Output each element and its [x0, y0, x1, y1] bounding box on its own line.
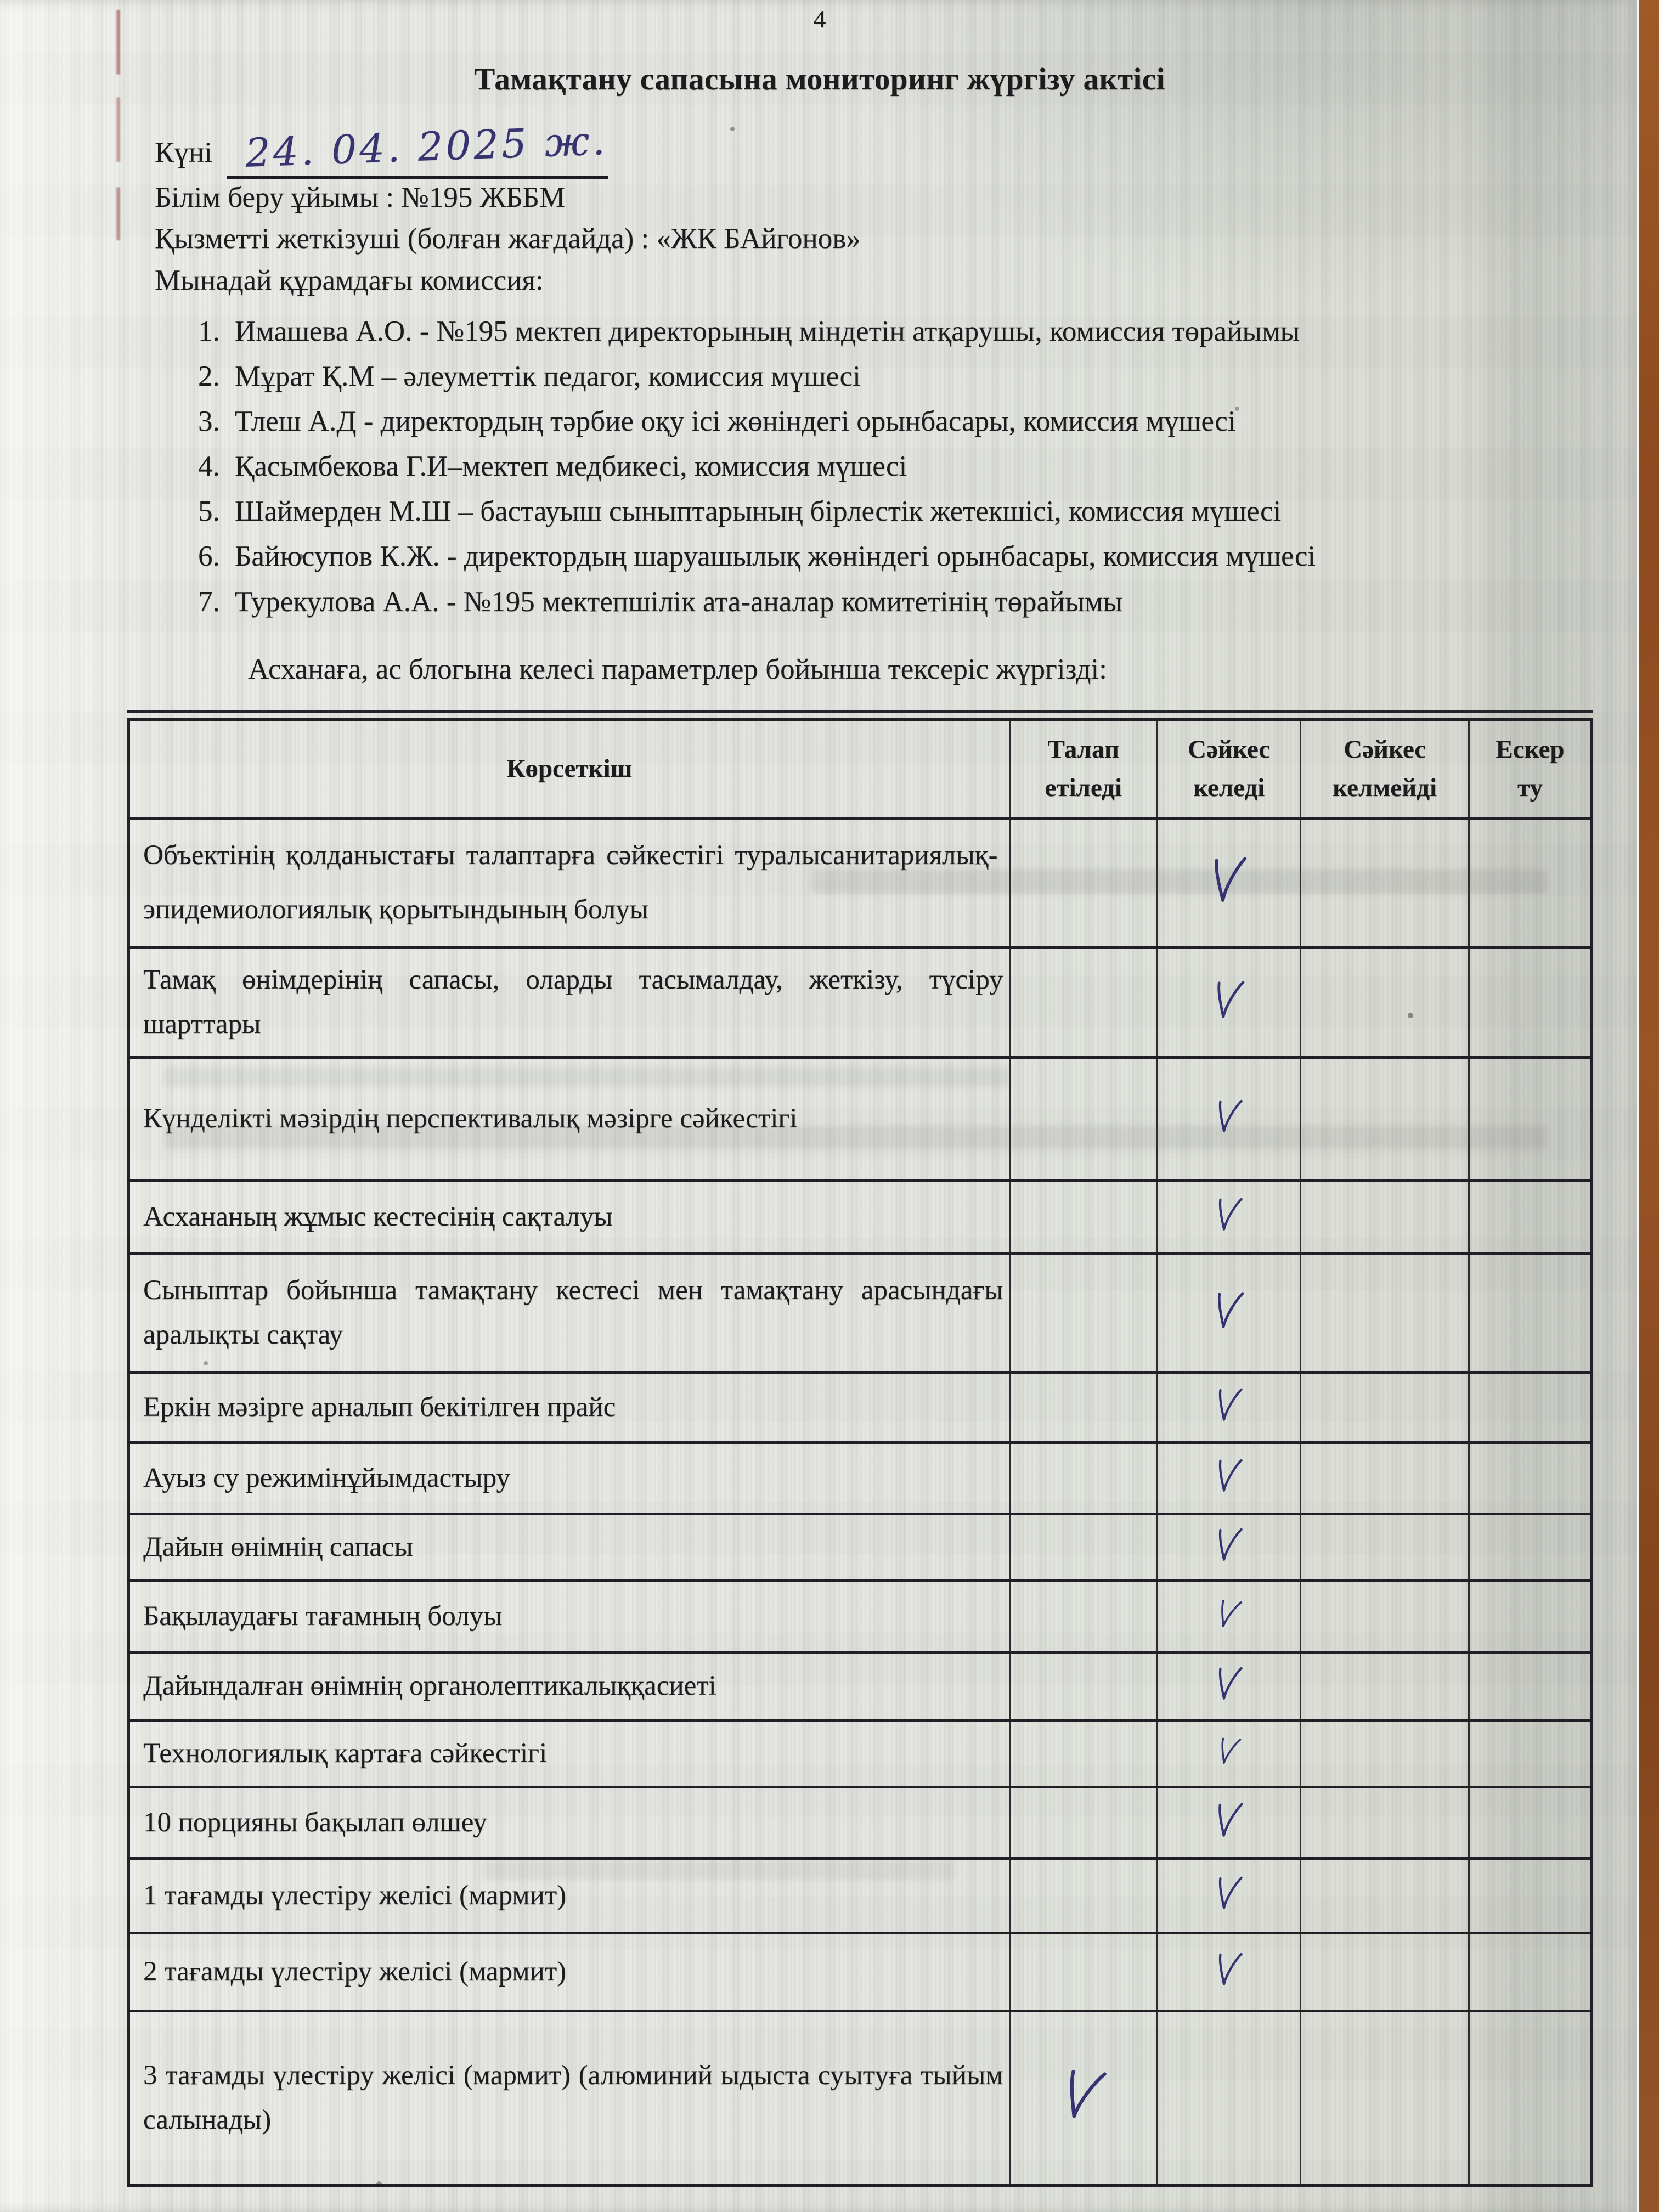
row-label: 2 тағамды үлестіру желісі (мармит): [129, 1933, 1010, 2011]
empty-cell: [1469, 1057, 1592, 1180]
empty-cell: [1009, 1933, 1157, 2011]
document-meta: [155, 117, 1617, 301]
empty-cell: [1157, 2011, 1300, 2185]
empty-cell: [1469, 1858, 1592, 1933]
checkmark-icon: [1206, 851, 1252, 912]
checkmark-cell: [1157, 1652, 1300, 1720]
monitoring-table: [127, 718, 1593, 2187]
checkmark-cell: [1157, 1858, 1300, 1933]
commission-member: 4. Қасымбекова Г.И–мектеп медбикесі, комиссия мүшесі: [227, 444, 1639, 489]
row-label: 10 порцияны бақылап өлшеу: [129, 1787, 1010, 1858]
row-label: Бақылаудағы тағамның болуы: [129, 1581, 1010, 1652]
column-header: Сәйкес келмейді: [1301, 719, 1469, 818]
commission-member: 5. Шаймерден М.Ш – бастауыш сыныптарының бірлестік жетекшісі, комиссия мүшесі: [227, 489, 1639, 534]
empty-cell: [1301, 1720, 1469, 1787]
row-label: 1 тағамды үлестіру желісі (мармит): [129, 1858, 1010, 1933]
table-row: [129, 1652, 1592, 1720]
empty-cell: [1301, 1581, 1469, 1652]
empty-cell: [1009, 1787, 1157, 1858]
organization-line: Білім беру ұйымы : №195 ЖББМ: [155, 182, 566, 213]
empty-cell: [1469, 1180, 1592, 1254]
commission-member: 1. Имашева А.О. - №195 мектеп директорының міндетін атқарушы, комиссия төрайымы: [227, 309, 1639, 354]
checkmark-cell: [1157, 1581, 1300, 1652]
checkmark-icon: [1212, 1949, 1245, 1992]
desk-edge: [1638, 0, 1659, 2212]
empty-cell: [1469, 2011, 1592, 2185]
row-label: Дайын өнімнің сапасы: [129, 1514, 1010, 1581]
column-header: Көрсеткіш: [129, 719, 1010, 818]
checkmark-icon: [1212, 1096, 1245, 1139]
checkmark-cell: [1157, 1787, 1300, 1858]
table-row: [129, 2011, 1592, 2185]
bleed-through-smudge: [165, 1067, 1009, 1087]
ink-specks: [0, 0, 3, 3]
date-handwritten-value: 24. 04. 2025 ж.: [244, 117, 608, 176]
empty-cell: [1009, 1372, 1157, 1442]
empty-cell: [1301, 2011, 1469, 2185]
commission-list: [0, 309, 1639, 624]
empty-cell: [1009, 1514, 1157, 1581]
column-header: Сәйкес келеді: [1157, 719, 1300, 818]
checkmark-cell: [1157, 1442, 1300, 1514]
checkmark-icon: [1212, 1872, 1245, 1916]
table-row: [129, 1372, 1592, 1442]
checkmark-cell: [1157, 1180, 1300, 1254]
empty-cell: [1469, 1442, 1592, 1514]
checkmark-cell: [1157, 1514, 1300, 1581]
empty-cell: [1301, 1933, 1469, 2011]
row-label: 3 тағамды үлестіру желісі (мармит) (алюминий ыдыста суытуға тыйым салынады): [129, 2011, 1010, 2185]
empty-cell: [1469, 1652, 1592, 1720]
table-row: [129, 1581, 1592, 1652]
empty-cell: [1301, 1254, 1469, 1372]
table-row: [129, 1180, 1592, 1254]
provider-line: Қызметті жеткізуші (болған жағдайда) : «ЖК БАйгонов»: [155, 223, 861, 255]
table-row: [129, 1514, 1592, 1581]
row-label: Дайындалған өнімнің органолептикалыққасиеті: [129, 1652, 1010, 1720]
empty-cell: [1009, 1180, 1157, 1254]
empty-cell: [1301, 1514, 1469, 1581]
bleed-through-smudge: [483, 1861, 955, 1880]
row-label: Күнделікті мәзірдің перспективалық мәзірге сәйкестігі: [129, 1057, 1010, 1180]
empty-cell: [1469, 1372, 1592, 1442]
checkmark-icon: [1212, 1384, 1245, 1427]
table-intro: Асханаға, ас блогына келесі параметрлер бойынша тексеріс жүргізді:: [248, 653, 1107, 685]
commission-member: 7. Турекулова А.А. - №195 мектепшілік ата-аналар комитетінің төрайымы: [227, 579, 1639, 624]
empty-cell: [1009, 1858, 1157, 1933]
row-label: Технологиялық картаға сәйкестігі: [129, 1720, 1010, 1787]
row-label: Сыныптар бойынша тамақтану кестесі мен тамақтану арасындағы аралықты сақтау: [129, 1254, 1010, 1372]
checkmark-cell: [1157, 947, 1300, 1057]
table-row: [129, 1933, 1592, 2011]
empty-cell: [1009, 1442, 1157, 1514]
date-underline: [227, 117, 608, 179]
empty-cell: [1469, 1933, 1592, 2011]
empty-cell: [1301, 1057, 1469, 1180]
empty-cell: [1469, 1581, 1592, 1652]
row-label: Тамақ өнімдерінің сапасы, оларды тасымалдау, жеткізу, түсіру шарттары: [129, 947, 1010, 1057]
table-row: [129, 1787, 1592, 1858]
column-header: Ескерту: [1469, 719, 1592, 818]
table-row: [129, 1254, 1592, 1372]
checkmark-icon: [1210, 975, 1248, 1027]
row-label: Ауыз су режимінұйымдастыру: [129, 1442, 1010, 1514]
bleed-through-smudge: [812, 870, 1547, 894]
checkmark-icon: [1216, 1736, 1242, 1769]
empty-cell: [1469, 1787, 1592, 1858]
empty-cell: [1009, 1057, 1157, 1180]
empty-cell: [1301, 947, 1469, 1057]
table-row: [129, 1442, 1592, 1514]
checkmark-cell: [1157, 1933, 1300, 2011]
empty-cell: [1301, 1787, 1469, 1858]
checkmark-cell: [1157, 1057, 1300, 1180]
commission-member: 6. Байюсупов К.Ж. - директордың шаруашылық жөніндегі орынбасары, комиссия мүшесі: [227, 534, 1639, 579]
scan-streak-artifact: [116, 10, 120, 240]
page-title: Тамақтану сапасына мониторинг жүргізу актісі: [474, 62, 1165, 97]
empty-cell: [1301, 1442, 1469, 1514]
empty-cell: [1009, 947, 1157, 1057]
commission-member: 2. Мұрат Қ.М – әлеуметтік педагог, комиссия мүшесі: [227, 354, 1639, 399]
empty-cell: [1301, 1652, 1469, 1720]
empty-cell: [1009, 1581, 1157, 1652]
checkmark-cell: [1157, 1372, 1300, 1442]
empty-cell: [1301, 1372, 1469, 1442]
commission-intro: Мынадай құрамдағы комиссия:: [155, 264, 544, 296]
page-number: 4: [813, 5, 826, 33]
bleed-through-smudge: [165, 1126, 1547, 1149]
monitoring-table-wrap: [127, 710, 1593, 2187]
checkmark-icon: [1212, 1194, 1245, 1237]
row-label: Асхананың жұмыс кестесінің сақталуы: [129, 1180, 1010, 1254]
checkmark-icon: [1212, 1524, 1245, 1567]
empty-cell: [1469, 1254, 1592, 1372]
empty-cell: [1301, 1858, 1469, 1933]
checkmark-icon: [1215, 1596, 1243, 1634]
empty-cell: [1009, 1720, 1157, 1787]
empty-cell: [1469, 947, 1592, 1057]
column-header: Талап етіледі: [1009, 719, 1157, 818]
checkmark-icon: [1212, 1663, 1245, 1706]
row-label: Объектінің қолданыстағы талаптарға сәйкестігі туралысанитариялық-эпидемиологиялық қорытындының болуы: [129, 818, 1010, 947]
empty-cell: [1009, 1254, 1157, 1372]
empty-cell: [1009, 1652, 1157, 1720]
table-header-row: [129, 719, 1592, 818]
checkmark-icon: [1059, 2066, 1108, 2128]
empty-cell: [1469, 1514, 1592, 1581]
empty-cell: [1469, 1720, 1592, 1787]
checkmark-cell: [1009, 2011, 1157, 2185]
commission-member: 3. Тлеш А.Д - директордың тәрбие оқу ісі жөніндегі орынбасары, комиссия мүшесі: [227, 399, 1639, 444]
date-label: Күні: [155, 137, 212, 168]
checkmark-cell: [1157, 1254, 1300, 1372]
table-row: [129, 947, 1592, 1057]
date-line: [155, 117, 1617, 177]
empty-cell: [1301, 1180, 1469, 1254]
table-row: [129, 1720, 1592, 1787]
checkmark-icon: [1212, 1455, 1245, 1498]
checkmark-cell: [1157, 1720, 1300, 1787]
row-label: Еркін мәзірге арналып бекітілген прайс: [129, 1372, 1010, 1442]
checkmark-icon: [1212, 1797, 1246, 1845]
checkmark-icon: [1211, 1286, 1248, 1337]
